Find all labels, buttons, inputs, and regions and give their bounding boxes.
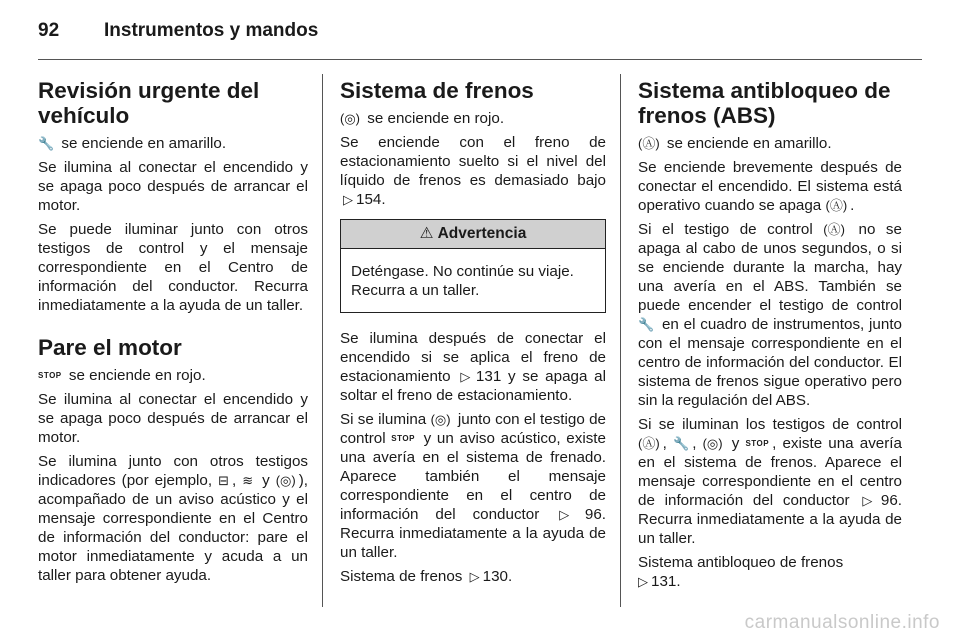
- section-heading-urgent-check: Revisión urgente del vehículo: [38, 78, 260, 128]
- brake-icon: (◎): [702, 436, 723, 451]
- paragraph: 🔧 se enciende en amarillo.: [38, 135, 227, 152]
- paragraph: Sistema antibloqueo de frenos ▷ 131.: [638, 554, 844, 590]
- paragraph: Se ilumina al conectar el encendido y se apaga poco después de arrancar el motor.: [38, 159, 308, 214]
- page-number: 92: [38, 20, 60, 41]
- paragraph: Sistema de frenos ▷ 130.: [340, 568, 513, 585]
- page-section-title: Instrumentos y mandos: [104, 20, 319, 41]
- stop-icon: STOP: [745, 439, 770, 448]
- paragraph: Si se ilumina (◎) junto con el testigo de control STOP y un aviso acústico, existe una avería en el sistema de frenado. Aparece también el mensaje correspondiente en el centro de información del conductor ▷ 96. Recurra inmediatamente a la ayuda de un taller.: [340, 411, 606, 561]
- column-2: [340, 74, 606, 591]
- paragraph: Si se iluminan los testigos de control (Ⓐ) , 🔧 , (◎) y STOP , existe una avería en el sistema de frenos. Aparece el mensaje correspondiente en el centro de información del conductor ▷ 96. Recurra inmediatamente a la ayuda de un taller.: [638, 416, 902, 547]
- paragraph: (Ⓐ) se enciende en amarillo.: [638, 135, 832, 152]
- page-ref-arrow-icon: ▷: [460, 369, 473, 384]
- warning-triangle-icon: ⚠: [419, 225, 434, 242]
- stop-icon: STOP: [391, 434, 415, 443]
- abs-icon: (Ⓐ): [638, 136, 660, 151]
- paragraph: Se puede iluminar junto con otros testigos de control y el mensaje correspondiente en el Centro de información del conductor. Recurra inmediatamente a la ayuda de un taller.: [38, 221, 308, 314]
- wrench-icon: 🔧: [673, 436, 690, 451]
- section-heading-stop-engine: Pare el motor: [38, 335, 182, 360]
- header-divider: [38, 59, 922, 60]
- page-ref-arrow-icon: ▷: [343, 192, 353, 207]
- paragraph: Se ilumina después de conectar el encendido si se aplica el freno de estacionamiento ▷ 131 y se apaga al soltar el freno de estacionamiento.: [340, 330, 606, 404]
- warning-box: [340, 219, 606, 313]
- page-ref-arrow-icon: ▷: [638, 574, 648, 589]
- page-ref-arrow-icon: ▷: [469, 569, 480, 584]
- section-heading-brake-system: Sistema de frenos: [340, 78, 534, 103]
- paragraph: Se enciende con el freno de estacionamiento suelto si el nivel del líquido de frenos es demasiado bajo ▷ 154.: [340, 134, 606, 208]
- column-divider-2: [620, 74, 621, 607]
- battery-icon: ⊟: [218, 473, 229, 488]
- paragraph: Se enciende brevemente después de conectar el encendido. El sistema está operativo cuando se apaga (Ⓐ) .: [638, 159, 902, 214]
- wrench-icon: 🔧: [38, 136, 55, 151]
- paragraph: Se ilumina junto con otros testigos indicadores (por ejemplo, ⊟ , ≋ y (◎) ), acompañado de un aviso acústico y el mensaje correspondiente en el Centro de información del conductor: pare el motor inmediatamente y acuda a un taller para obtener ayuda.: [38, 453, 308, 584]
- coolant-icon: ≋: [242, 473, 254, 488]
- paragraph: STOP se enciende en rojo.: [38, 367, 206, 384]
- column-3: [638, 74, 902, 596]
- column-divider-1: [322, 74, 323, 607]
- section-heading-abs: Sistema antibloqueo de frenos (ABS): [638, 78, 891, 128]
- brake-icon: (◎): [275, 473, 296, 488]
- page-ref-arrow-icon: ▷: [862, 493, 878, 508]
- abs-icon: (Ⓐ): [638, 436, 660, 451]
- page-ref-arrow-icon: ▷: [559, 507, 582, 522]
- brake-icon: (◎): [340, 111, 361, 126]
- warning-title: ⚠ Advertencia: [341, 220, 605, 249]
- paragraph: Se ilumina al conectar el encendido y se apaga poco después de arrancar el motor.: [38, 391, 308, 446]
- abs-icon: (Ⓐ): [823, 222, 845, 237]
- brake-icon: (◎): [430, 412, 451, 427]
- warning-body: Deténgase. No continúe su viaje. Recurra a un taller.: [351, 263, 574, 299]
- paragraph: (◎) se enciende en rojo.: [340, 110, 505, 127]
- stop-icon: STOP: [38, 371, 62, 380]
- watermark: carmanualsonline.info: [744, 612, 940, 633]
- abs-icon: (Ⓐ): [825, 198, 848, 213]
- wrench-icon: 🔧: [638, 317, 655, 332]
- page-header: [38, 20, 318, 42]
- column-1: [38, 74, 308, 590]
- paragraph: Si el testigo de control (Ⓐ) no se apaga al cabo de unos segundos, o si se enciende durante la marcha, hay una avería en el ABS. También se puede encender el testigo de control 🔧 en el cuadro de instrumentos, junto con el mensaje correspondiente en el centro de información del conductor. El sistema de frenos sigue operativo pero sin la regulación del ABS.: [638, 221, 902, 409]
